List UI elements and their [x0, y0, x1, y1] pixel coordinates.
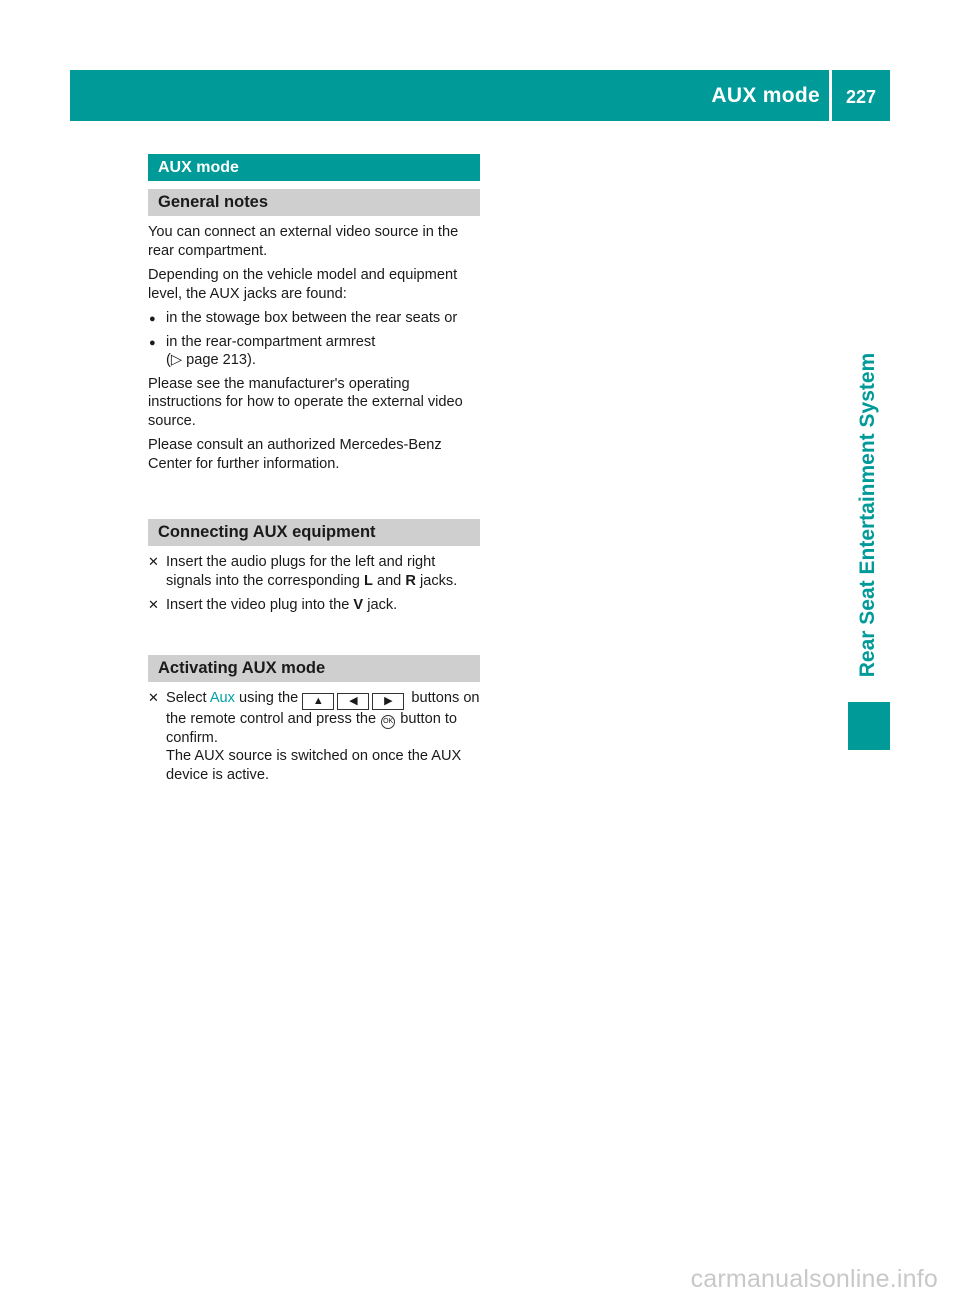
jack-label-v: V — [353, 597, 364, 613]
jack-label-l: L — [363, 572, 373, 589]
up-arrow-key-icon: ▲ — [302, 693, 334, 710]
step-arrow-icon: ✕ — [148, 597, 159, 612]
paragraph: Depending on the vehicle model and equipment level, the AUX jacks are found: — [148, 267, 458, 302]
softkey-aux: Aux — [209, 689, 235, 706]
step-text: Select — [166, 689, 207, 706]
header-separator — [829, 70, 832, 121]
ok-button-icon: OK — [381, 715, 395, 729]
jack-label-r: R — [405, 572, 416, 589]
watermark: carmanualsonline.info — [690, 1265, 938, 1293]
step-arrow-icon: ✕ — [148, 689, 159, 705]
step-text: button to confirm. — [166, 710, 458, 746]
list-item — [148, 309, 480, 328]
step-text: using the — [239, 689, 299, 706]
step-result: The AUX source is switched on once the AUX device is active. — [166, 748, 462, 783]
list-item — [148, 333, 480, 370]
side-tab-label: Rear Seat Entertainment System — [856, 352, 879, 678]
connecting-heading: Connecting AUX equipment — [148, 519, 480, 546]
instruction-step — [148, 689, 480, 785]
step-text: Insert the audio plugs for the left and right signals into the corresponding — [166, 554, 436, 589]
step-arrow-icon: ✕ — [148, 554, 159, 569]
paragraph: Please consult an authorized Mercedes-Benz Center for further information. — [148, 437, 442, 472]
left-arrow-key-icon: ◀ — [337, 693, 369, 710]
step-text: and — [376, 572, 402, 589]
general-notes-heading: General notes — [148, 189, 480, 216]
side-tab — [848, 335, 888, 695]
step-text: buttons on the remote control and press the — [166, 689, 480, 727]
main-heading: AUX mode — [148, 154, 480, 181]
bullet-icon: ● — [149, 336, 156, 349]
instruction-step — [148, 553, 480, 590]
page-number: 227 — [845, 87, 877, 107]
list-item-text: in the stowage box between the rear seats or — [166, 310, 458, 326]
bullet-icon: ● — [149, 313, 156, 325]
header-section-title: AUX mode — [711, 84, 820, 107]
paragraph: You can connect an external video source in the rear compartment. — [148, 224, 459, 259]
step-text: Insert the video plug into the — [166, 597, 350, 613]
side-tab-marker — [848, 702, 890, 750]
content-column — [148, 154, 480, 790]
page-header — [70, 70, 890, 121]
activating-heading: Activating AUX mode — [148, 655, 480, 682]
right-arrow-key-icon: ▶ — [372, 693, 404, 710]
page-reference-link[interactable]: (▷ page 213). — [166, 352, 256, 368]
list-item-text: in the rear-compartment armrest — [166, 333, 376, 350]
step-text: jack. — [367, 597, 398, 613]
paragraph: Please see the manufacturer's operating instructions for how to operate the external video source. — [148, 375, 463, 429]
instruction-step — [148, 596, 480, 615]
step-text: jacks. — [419, 572, 458, 589]
